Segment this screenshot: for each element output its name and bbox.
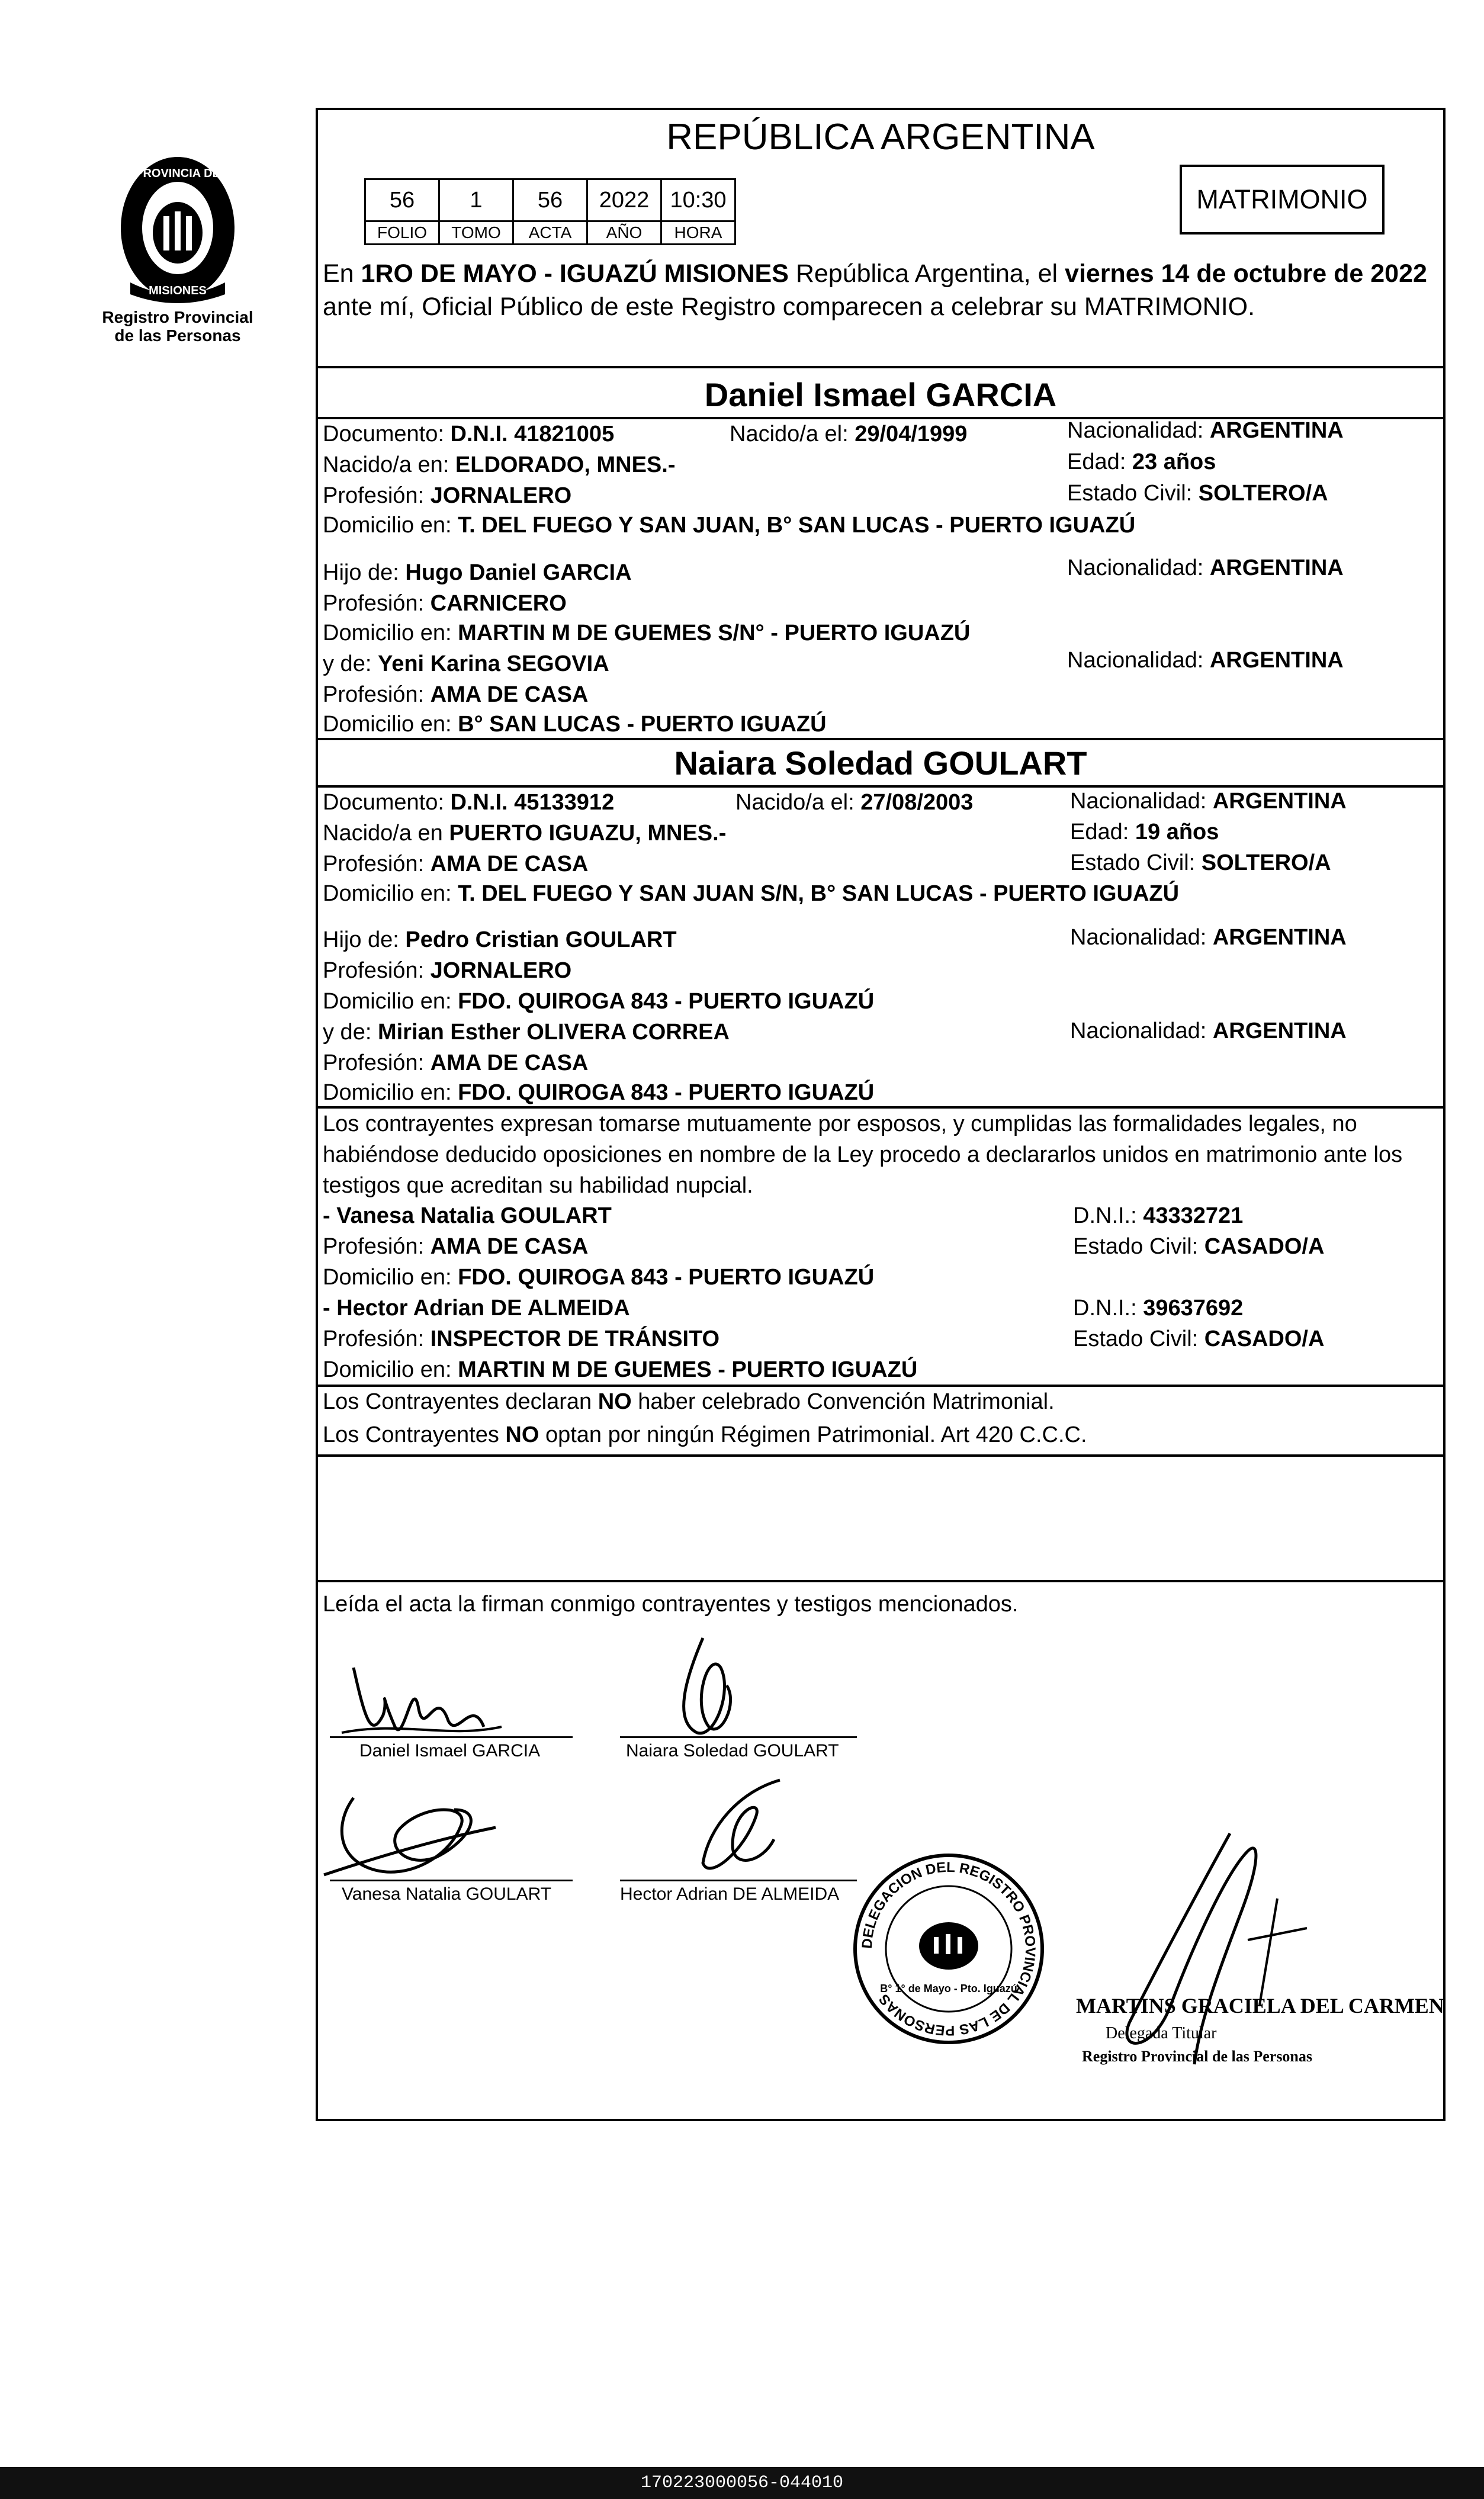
signature-caption-1: Daniel Ismael GARCIA — [359, 1741, 541, 1761]
witness2-dni: D.N.I.: 39637692 — [1073, 1296, 1244, 1321]
record-number-table — [364, 178, 736, 245]
logo-bottom-text: MISIONES — [149, 284, 207, 297]
witness2-name: - Hector Adrian DE ALMEIDA — [323, 1296, 630, 1321]
spouse2-name: Naiara Soledad GOULART — [674, 744, 1087, 782]
spouse1-name: Daniel Ismael GARCIA — [704, 376, 1057, 413]
registry-seal-icon — [851, 1851, 1046, 2047]
spouse2-father: Hijo de: Pedro Cristian GOULART — [323, 927, 677, 952]
divider — [318, 1580, 1443, 1582]
signature-line — [330, 1736, 573, 1738]
intro-rest: ante mí, Oficial Público de este Registro comparecen a celebrar su MATRIMONIO. — [323, 293, 1255, 321]
signature-caption-4: Hector Adrian DE ALMEIDA — [620, 1884, 840, 1904]
spouse1-mother-nationality: Nacionalidad: ARGENTINA — [1067, 648, 1344, 673]
folio-value: 56 — [365, 179, 439, 221]
officer-name: MARTINS GRACIELA DEL CARMEN — [1076, 1994, 1444, 2018]
signature-caption-3: Vanesa Natalia GOULART — [342, 1884, 552, 1904]
spouse2-age: Edad: 19 años — [1070, 820, 1219, 844]
signature-line — [620, 1880, 857, 1881]
registry-logo-block — [89, 145, 266, 345]
signature-daniel-icon — [330, 1650, 507, 1756]
convention-note: Los Contrayentes declaran NO haber celebrado Convención Matrimonial. — [323, 1389, 1055, 1414]
spouse1-mother: y de: Yeni Karina SEGOVIA — [323, 651, 609, 676]
spouse1-father-address: Domicilio en: MARTIN M DE GUEMES S/N° - PUERTO IGUAZÚ — [323, 621, 971, 645]
spouse2-nationality: Nacionalidad: ARGENTINA — [1070, 789, 1347, 814]
record-type-box: MATRIMONIO — [1180, 165, 1385, 235]
spouse2-father-nationality: Nacionalidad: ARGENTINA — [1070, 925, 1347, 950]
intro-mid: República Argentina, el — [788, 259, 1065, 288]
spouse1-father-nationality: Nacionalidad: ARGENTINA — [1067, 555, 1344, 580]
spouse1-profession: Profesión: JORNALERO — [323, 483, 572, 508]
signature-caption-2: Naiara Soledad GOULART — [626, 1741, 839, 1761]
spouse1-father-profession: Profesión: CARNICERO — [323, 591, 567, 616]
witness1-name: - Vanesa Natalia GOULART — [323, 1203, 612, 1228]
divider — [318, 785, 1443, 788]
tomo-label: TOMO — [439, 221, 513, 245]
spouse2-civil-status: Estado Civil: SOLTERO/A — [1070, 850, 1331, 875]
seal-outer-text: DELEGACION DEL REGISTRO PROVINCIAL DE LAS PERSONAS — [859, 1859, 1039, 2039]
signature-line — [330, 1880, 573, 1881]
spouse1-mother-address: Domicilio en: B° SAN LUCAS - PUERTO IGUAZÚ — [323, 712, 827, 737]
anio-label: AÑO — [587, 221, 661, 245]
certificate-frame — [316, 108, 1446, 2121]
spouse2-document: Documento: D.N.I. 45133912 — [323, 790, 615, 815]
spouse2-address: Domicilio en: T. DEL FUEGO Y SAN JUAN S/N, B° SAN LUCAS - PUERTO IGUAZÚ — [323, 881, 1180, 906]
spouse2-mother: y de: Mirian Esther OLIVERA CORREA — [323, 1020, 730, 1045]
intro-date: viernes 14 de octubre de 2022 — [1065, 259, 1427, 288]
spouse2-father-address: Domicilio en: FDO. QUIROGA 843 - PUERTO IGUAZÚ — [323, 989, 875, 1014]
officer-role: Delegada Titular — [1106, 2024, 1217, 2042]
spouse1-document: Documento: D.N.I. 41821005 — [323, 422, 615, 447]
intro-place: 1RO DE MAYO - IGUAZÚ MISIONES — [361, 259, 789, 288]
spouse2-born: Nacido/a el: 27/08/2003 — [735, 790, 974, 815]
divider — [318, 1454, 1443, 1457]
signature-hector-icon — [650, 1768, 827, 1887]
spouse2-father-profession: Profesión: JORNALERO — [323, 958, 572, 983]
witness1-address: Domicilio en: FDO. QUIROGA 843 - PUERTO IGUAZÚ — [323, 1265, 875, 1290]
spouse1-address: Domicilio en: T. DEL FUEGO Y SAN JUAN, B° SAN LUCAS - PUERTO IGUAZÚ — [323, 513, 1136, 538]
witness2-address: Domicilio en: MARTIN M DE GUEMES - PUERTO IGUAZÚ — [323, 1357, 918, 1382]
acta-value: 56 — [513, 179, 587, 221]
footer-code: 170223000056-044010 — [0, 2467, 1484, 2499]
spouse2-profession: Profesión: AMA DE CASA — [323, 852, 589, 876]
hora-label: HORA — [661, 221, 735, 245]
witness2-civil-status: Estado Civil: CASADO/A — [1073, 1326, 1325, 1351]
divider — [318, 1385, 1443, 1387]
spouse2-mother-address: Domicilio en: FDO. QUIROGA 843 - PUERTO IGUAZÚ — [323, 1080, 875, 1105]
registry-caption-1: Registro Provincial — [102, 308, 253, 326]
acta-label: ACTA — [513, 221, 587, 245]
declaration-paragraph: Los contrayentes expresan tomarse mutuamente por esposos, y cumplidas las formalidades legales, no habiéndose deducido oposiciones en nombre de la Ley procedo a declararlos unidos en matrimonio ante los testigos que acreditan su habilidad nupcial. — [323, 1112, 1403, 1198]
folio-label: FOLIO — [365, 221, 439, 245]
spouse2-mother-nationality: Nacionalidad: ARGENTINA — [1070, 1019, 1347, 1043]
regime-note: Los Contrayentes NO optan por ningún Régimen Patrimonial. Art 420 C.C.C. — [323, 1422, 1087, 1447]
reading-statement: Leída el acta la firman conmigo contrayentes y testigos mencionados. — [323, 1592, 1019, 1617]
divider — [318, 738, 1443, 740]
officer-office: Registro Provincial de las Personas — [1082, 2048, 1313, 2065]
witness1-dni: D.N.I.: 43332721 — [1073, 1203, 1244, 1228]
spouse2-birthplace: Nacido/a en PUERTO IGUAZU, MNES.- — [323, 821, 727, 846]
seal-inner-text: B° 1° de Mayo - Pto. Iguazú — [880, 1983, 1017, 1994]
registry-caption-2: de las Personas — [114, 326, 241, 345]
spouse1-birthplace: Nacido/a en: ELDORADO, MNES.- — [323, 452, 676, 477]
anio-value: 2022 — [587, 179, 661, 221]
hora-value: 10:30 — [661, 179, 735, 221]
spouse1-age: Edad: 23 años — [1067, 449, 1216, 474]
witness1-profession: Profesión: AMA DE CASA — [323, 1234, 589, 1259]
witness2-profession: Profesión: INSPECTOR DE TRÁNSITO — [323, 1326, 720, 1351]
logo-top-text: PROVINCIA DE — [135, 167, 220, 180]
intro-paragraph — [323, 257, 1445, 323]
witness1-civil-status: Estado Civil: CASADO/A — [1073, 1234, 1325, 1259]
tomo-value: 1 — [439, 179, 513, 221]
spouse1-born: Nacido/a el: 29/04/1999 — [730, 422, 968, 447]
spouse1-mother-profession: Profesión: AMA DE CASA — [323, 682, 589, 707]
province-shield-logo — [107, 145, 249, 305]
signature-vanesa-icon — [318, 1786, 513, 1893]
signature-line — [620, 1736, 857, 1738]
spouse1-civil-status: Estado Civil: SOLTERO/A — [1067, 481, 1328, 506]
divider — [318, 366, 1443, 368]
country-title: REPÚBLICA ARGENTINA — [666, 117, 1095, 158]
spouse1-nationality: Nacionalidad: ARGENTINA — [1067, 418, 1344, 443]
spouse1-father: Hijo de: Hugo Daniel GARCIA — [323, 560, 632, 585]
intro-en: En — [323, 259, 361, 288]
spouse2-mother-profession: Profesión: AMA DE CASA — [323, 1051, 589, 1075]
signature-naiara-icon — [650, 1632, 768, 1750]
